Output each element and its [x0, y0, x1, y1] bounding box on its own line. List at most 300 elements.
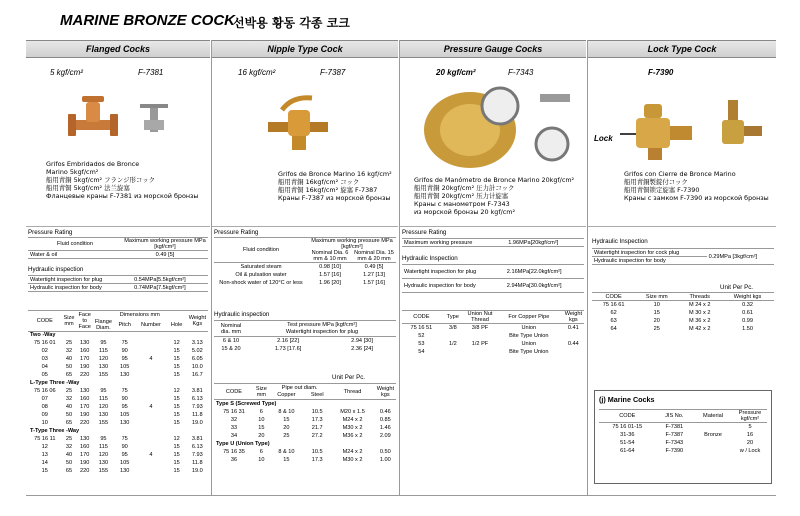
table-row-cell: 19.0 — [191, 420, 203, 426]
table-row-cell: 0.41 — [567, 324, 579, 331]
test-pressure-header: Test pressure MPa [kgf/cm²] — [287, 321, 357, 328]
table-row — [28, 395, 208, 403]
table-row-cell: 20 — [283, 424, 290, 431]
table-row-cell: 51-54 — [620, 439, 635, 446]
table-row-cell: 15 — [173, 452, 180, 458]
max-wp-header: Maximum working pressure MPa [kgf/cm²] — [311, 238, 393, 250]
table-row-cell: 170 — [79, 452, 90, 458]
table-row-cell: 90 — [121, 396, 128, 402]
water-oil-value: 0.49 [5] — [155, 251, 175, 258]
desc-line: 船用青铜 5kgf/cm² 法兰旋塞 — [46, 184, 130, 192]
table-row — [214, 263, 396, 271]
table-row-cell — [135, 443, 166, 451]
body-value: 0.74MPa[7.5kgf/cm²] — [134, 284, 186, 291]
table-row-cell: 75 16 01 — [33, 340, 56, 346]
th-material: Material — [703, 413, 723, 419]
table-row-cell: 95 — [121, 356, 128, 362]
table-row-cell: 12 — [173, 340, 180, 346]
desc-line: Краны с замком F-7390 из морской бронзы — [624, 194, 769, 202]
table-row-cell: 13 — [41, 452, 48, 458]
table-row — [28, 355, 208, 363]
th-copper: Copper — [277, 392, 296, 399]
table-row — [214, 271, 396, 279]
page-title-korean: 선박용 황동 각종 코크 — [233, 16, 350, 30]
nipple-description — [278, 170, 398, 202]
table-row-cell: 08 — [41, 404, 48, 410]
gauge-pressure: 20 kgf/cm² — [436, 68, 476, 77]
table-row-cell: 15 — [173, 444, 180, 450]
hydraulic-label: Hydraulic Inspection — [592, 238, 648, 245]
table-row — [599, 423, 767, 431]
table-row-cell: 6.13 — [191, 396, 203, 402]
table-row-cell — [465, 348, 495, 356]
table-row-cell: 155 — [98, 468, 109, 474]
table-row-cell: 20 — [258, 432, 265, 439]
table-row-cell: 3.13 — [191, 340, 203, 346]
desc-line: Grifos de Manómetro de Bronce Marino 20kgf/cm² — [414, 176, 575, 184]
th-code: CODE — [605, 293, 622, 300]
body-label: Hydraulic inspection for body — [404, 282, 476, 289]
max-wp-value: 1.96MPa[20kgf/cm²] — [508, 239, 559, 246]
table-row-cell: 50 — [65, 412, 73, 418]
table-row-cell — [441, 348, 465, 356]
th-code: CODE — [225, 388, 243, 395]
table-row-cell: 15 — [173, 460, 180, 466]
desc-line: 船用青铜 16kgf/cm² 旋塞 F-7387 — [278, 186, 378, 194]
table-row-cell: 25 — [65, 388, 73, 394]
table-row-cell: 05 — [41, 372, 48, 378]
table-row-cell — [135, 347, 166, 355]
table-row-cell: 190 — [79, 460, 90, 466]
table-row-cell: 2.36 [24] — [351, 345, 373, 352]
table-row-cell — [693, 423, 733, 431]
table-row-cell: M24 x 2 — [342, 448, 363, 455]
table-row-cell: 4 — [149, 356, 153, 362]
table-row-cell: 155 — [98, 372, 109, 378]
table-row-cell: 3.81 — [191, 388, 203, 394]
table-row-cell: 33 — [230, 424, 238, 431]
table-row — [402, 324, 584, 332]
flanged-hydraulic-table — [28, 275, 208, 292]
table-row — [28, 403, 208, 411]
table-row-cell: 53 — [418, 340, 425, 347]
table-row-cell: 62 — [610, 309, 617, 316]
table-row — [592, 317, 774, 325]
desc-line: 船用青铜 20kgf/cm² 压力计旋塞 — [414, 192, 509, 200]
table-row-cell: 190 — [79, 364, 90, 370]
table-row — [402, 348, 584, 356]
table-row-cell: 120 — [98, 452, 109, 458]
table-row-cell: Saturated steam — [240, 263, 282, 270]
table-row-cell — [135, 467, 166, 475]
table-row-cell: Bronze — [704, 431, 722, 438]
table-row-cell: 10 — [653, 301, 660, 308]
th-hole: Hole — [170, 321, 183, 328]
table-row-cell: 15 — [258, 424, 265, 431]
table-row-cell: 14 — [41, 460, 48, 466]
table-row-cell: M 24 x 2 — [688, 301, 711, 308]
table-row-cell: 50 — [65, 364, 73, 370]
table-row-cell: M20 x 1.5 — [340, 408, 365, 415]
desc-line: 船用青銅 5kgf/cm² フランジ形コック — [46, 176, 155, 184]
table-row-cell: 0.32 — [742, 301, 753, 308]
table-row-cell: 63 — [610, 317, 617, 324]
l-type-label: L-Type Three -Way — [30, 380, 80, 386]
table-row-cell — [135, 419, 166, 427]
table-row-cell: 12 — [173, 436, 180, 442]
table-row-cell: Bite Type Union — [509, 348, 549, 355]
table-row-cell: 17.3 — [311, 456, 323, 463]
table-row-cell: 21.7 — [311, 424, 323, 431]
table-row — [214, 448, 396, 456]
table-row-cell: 130 — [120, 372, 130, 378]
table-row-cell — [135, 435, 166, 443]
table-row-cell: 1/2 PF — [471, 340, 489, 347]
table-row-cell: 90 — [121, 444, 128, 450]
table-row — [28, 443, 208, 451]
table-row-cell: F-7387 — [665, 431, 684, 438]
table-row — [214, 456, 396, 464]
table-row-cell: 75 16 31 — [223, 408, 245, 415]
table-row-cell: 130 — [120, 420, 130, 426]
th-copper-pipe: For Copper Pipe — [508, 314, 550, 320]
table-row-cell: 20 — [653, 317, 660, 324]
table-row-cell — [465, 332, 495, 340]
fluid-condition-header: Fluid condition — [242, 247, 280, 253]
table-row-cell: 10.0 — [191, 364, 203, 370]
page-header — [0, 0, 800, 38]
table-row-cell: 3/8 — [448, 324, 457, 331]
nipple-code: F-7387 — [320, 68, 346, 77]
table-row-cell: 15 — [283, 416, 290, 423]
gauge-size-table — [402, 310, 584, 356]
table-row-cell: 65 — [65, 468, 73, 474]
plug-value: 0.54MPa[5.5kgf/cm²] — [134, 276, 186, 283]
th-size: Size mm — [255, 385, 267, 398]
table-row-cell: 1/2 — [448, 340, 457, 347]
flanged-pressure: 5 kgf/cm² — [50, 68, 83, 77]
two-way-label: Two -Way — [30, 332, 56, 339]
table-row-cell: F-7343 — [665, 439, 684, 446]
table-row-cell: 40 — [65, 452, 73, 458]
table-row-cell: 8 & 10 — [278, 448, 295, 455]
table-row — [214, 337, 396, 345]
table-row-cell: 61-64 — [620, 447, 635, 454]
th-union-nut: Union Nut Thread — [467, 311, 493, 323]
flanged-code: F-7381 — [138, 68, 164, 77]
table-row-cell: 75 16 35 — [223, 448, 245, 455]
lock-callout: Lock — [594, 134, 613, 143]
table-row-cell: 1.57 [16] — [363, 279, 385, 286]
table-row-cell: 54 — [418, 348, 425, 355]
marine-cocks-box — [594, 390, 772, 484]
table-row-cell: 4 — [149, 404, 153, 410]
marine-cocks-title: (j) Marine Cocks — [599, 395, 655, 404]
table-row-cell: 95 — [100, 388, 107, 394]
table-row-cell: 1.73 [17.6] — [274, 345, 302, 352]
table-row-cell: 15 — [173, 404, 180, 410]
table-row-cell: 15 — [173, 348, 180, 354]
table-row-cell: 16.7 — [191, 372, 203, 378]
table-row-cell: 11.8 — [192, 460, 203, 466]
table-row-cell: 32 — [230, 416, 238, 423]
table-row-cell: 120 — [98, 356, 109, 362]
gauge-pressure-table — [402, 238, 584, 247]
table-row — [28, 339, 208, 347]
table-row-cell: 220 — [79, 372, 90, 378]
table-row-cell: 1.50 — [742, 325, 753, 332]
table-row-cell: 75 16 01-15 — [612, 423, 643, 430]
table-row — [214, 345, 396, 353]
table-row — [28, 435, 208, 443]
table-row-cell: 20 — [746, 439, 754, 446]
table-row — [214, 408, 396, 416]
desc-line: 船用青銅製錠付コック — [624, 178, 688, 186]
nominal-dia-header: Nominal dia. mm — [220, 322, 242, 335]
plug-label: Watertight inspection for cock plug — [594, 249, 680, 256]
table-row-cell: 10.5 — [311, 448, 323, 455]
desc-line: Marino 5kgf/cm² — [46, 168, 99, 176]
flanged-description — [46, 160, 210, 200]
table-row-cell: 09 — [41, 412, 48, 418]
type-u-label: Type U (Union Type) — [216, 440, 270, 447]
table-row-cell: 0.85 — [379, 416, 391, 423]
table-row-cell: 75 16 06 — [33, 388, 56, 394]
th-weight: Weight kgs — [564, 311, 582, 323]
nipple-cock-photo — [252, 90, 362, 160]
table-row-cell: M24 x 2 — [342, 416, 363, 423]
max-wp-header: Maximum working pressure MPa [kgf/cm²] — [124, 238, 206, 250]
table-row-cell: 10.5 — [311, 408, 323, 415]
table-row-cell: 5.02 — [191, 348, 203, 354]
unit-label: Unit Per Pc. — [720, 284, 754, 291]
flanged-cocks-column — [26, 40, 210, 496]
plug-label: Watertight inspection for plug — [30, 276, 103, 283]
table-row-cell — [135, 371, 166, 379]
table-row-cell — [693, 439, 733, 447]
table-row-cell: 105 — [120, 460, 130, 466]
th-code: CODE — [36, 317, 53, 324]
table-row-cell: M 42 x 2 — [688, 325, 711, 332]
desc-line: Grifos con Cierre de Bronce Marino — [624, 170, 736, 178]
table-row-cell: Union — [521, 324, 537, 331]
th-code: CODE — [413, 314, 430, 320]
table-row-cell: 15 — [173, 420, 180, 426]
table-row-cell: 12 — [41, 444, 48, 450]
table-row-cell: Union — [521, 340, 537, 347]
table-row-cell: 155 — [98, 420, 109, 426]
table-row-cell: 15 — [173, 364, 180, 370]
table-row-cell: 130 — [120, 468, 130, 474]
table-row-cell: 64 — [610, 325, 617, 332]
table-row-cell: 220 — [79, 468, 90, 474]
flanged-dimensions-table — [28, 310, 208, 475]
table-row-cell: 6.05 — [191, 356, 203, 362]
table-row — [214, 432, 396, 440]
table-row — [214, 424, 396, 432]
table-row-cell: 52 — [418, 332, 425, 339]
table-row-cell: 6 — [259, 448, 263, 455]
th-code: CODE — [619, 413, 636, 419]
table-row-cell: 130 — [98, 460, 109, 466]
body-value: 2.94MPa[30.0kgf/cm²] — [506, 282, 562, 289]
table-row-cell: 75 — [121, 388, 128, 394]
lock-description — [624, 170, 774, 202]
table-row-cell: 17.3 — [311, 416, 323, 423]
table-row-cell: 220 — [79, 420, 90, 426]
flanged-cock-photo — [46, 90, 196, 150]
th-pipe: Pipe out diam. — [281, 384, 318, 391]
table-row — [599, 439, 767, 447]
nipple-test-table — [214, 320, 396, 353]
unit-label: Unit Per Pc. — [332, 374, 366, 381]
section-rule — [400, 226, 586, 227]
table-row-cell: M 36 x 2 — [688, 317, 711, 324]
table-row-cell — [135, 411, 166, 419]
table-row-cell: 12 — [173, 388, 180, 394]
th-dimensions: Dimensions mm — [119, 311, 160, 318]
table-row — [592, 325, 774, 333]
desc-line: Grifos de Bronce Marino 16 kgf/cm² — [278, 170, 392, 178]
table-row-cell: 50 — [65, 460, 73, 466]
table-row — [214, 416, 396, 424]
table-row — [599, 447, 767, 455]
table-row-cell: 25 — [653, 325, 660, 332]
table-row-cell: 75 — [121, 340, 128, 346]
table-row-cell: 0.99 — [742, 317, 753, 324]
table-row-cell — [441, 332, 465, 340]
section-rule — [588, 226, 776, 227]
table-row-cell: 90 — [121, 348, 128, 354]
table-row-cell: 130 — [98, 412, 109, 418]
t-type-label: T-Type Three -Way — [30, 428, 80, 434]
th-threads: Threads — [689, 293, 710, 300]
table-row-cell: M30 x 2 — [342, 456, 363, 463]
gauge-description — [414, 176, 586, 216]
table-row — [214, 279, 396, 287]
table-row-cell: 105 — [120, 412, 130, 418]
table-row-cell: 7.93 — [191, 404, 203, 410]
table-row-cell: 40 — [65, 404, 73, 410]
lock-cock-photo — [618, 90, 774, 166]
gauge-title: Pressure Gauge Cocks — [400, 40, 586, 58]
table-row-cell: 6.13 — [191, 444, 203, 450]
table-row-cell: 0.98 [10] — [319, 263, 341, 270]
table-row-cell: 95 — [121, 452, 128, 458]
table-row-cell: 0.49 [5] — [364, 263, 384, 270]
table-row-cell: 0.50 — [379, 448, 391, 455]
th-face: Face to Face — [78, 311, 91, 330]
hydraulic-label: Hydraulic Inspection — [402, 255, 458, 262]
table-row-cell: 65 — [65, 420, 73, 426]
table-row — [592, 309, 774, 317]
table-row-cell: 32 — [65, 444, 73, 450]
table-row-cell: 160 — [79, 396, 90, 402]
pressure-rating-label: Pressure Rating — [402, 229, 447, 236]
body-label: Hydraulic inspection for body — [594, 257, 666, 264]
table-row-cell: 2.94 [30] — [351, 337, 373, 344]
nominal1-header: Nominal Dia. 6 mm & 10 mm — [311, 250, 349, 262]
table-row — [599, 431, 767, 439]
table-row-cell: 130 — [79, 388, 90, 394]
table-row-cell: 2.09 — [379, 432, 391, 439]
table-row-cell: 75 — [121, 436, 128, 442]
plug-value: 2.16MPa[22.0kgf/cm²] — [506, 268, 562, 275]
table-row-cell: 160 — [79, 444, 90, 450]
table-row-cell: 120 — [98, 404, 109, 410]
table-row-cell: 1.57 [16] — [319, 271, 341, 278]
gauge-cocks-column — [400, 40, 586, 496]
table-row-cell — [135, 363, 166, 371]
table-row-cell — [135, 387, 166, 395]
table-row-cell — [135, 395, 166, 403]
hydraulic-label: Hydraulic inspection — [28, 266, 84, 273]
table-row-cell: 07 — [41, 396, 48, 402]
table-row-cell: 16 — [746, 431, 754, 438]
th-number: Number — [140, 321, 161, 328]
table-row-cell: 5 — [748, 423, 752, 430]
table-row-cell: 32 — [65, 396, 73, 402]
plug-label: Watertight inspection for plug — [404, 268, 477, 275]
fluid-condition-header: Fluid condition — [56, 241, 94, 247]
table-row-cell: 160 — [79, 348, 90, 354]
desc-line: Grifos Embridados de Bronce — [46, 160, 140, 168]
table-row-cell: 15 — [653, 309, 660, 316]
max-wp-label: Maximum working pressure — [404, 239, 473, 246]
th-size: Size mm — [63, 314, 75, 327]
table-row-cell: 25 — [65, 436, 73, 442]
flanged-pressure-table — [28, 237, 208, 259]
table-row-cell: 15 — [173, 468, 180, 474]
gauge-code: F-7343 — [508, 68, 534, 77]
table-row-cell: 15 — [173, 356, 180, 362]
table-row-cell: 115 — [98, 348, 108, 354]
pressure-rating-label: Pressure Rating — [28, 229, 73, 236]
table-row-cell: 190 — [79, 412, 90, 418]
table-row-cell: 75 16 11 — [34, 436, 56, 442]
table-row-cell: 25 — [65, 340, 73, 346]
lock-hydraulic-table — [592, 248, 774, 265]
inspection-value: 0.29MPa [3kgf/cm²] — [708, 253, 758, 260]
th-weight: Weight kgs — [376, 385, 394, 398]
lock-code: F-7390 — [648, 68, 674, 77]
th-pitch: Pitch — [118, 321, 131, 328]
table-row — [28, 419, 208, 427]
table-row-cell: 40 — [65, 356, 73, 362]
desc-line: 船用青銅 16kgf/cm² コック — [278, 178, 360, 186]
table-row-cell: 34 — [230, 432, 238, 439]
table-row-cell: M36 x 2 — [342, 432, 363, 439]
th-pressure: Pressure kgf/cm² — [738, 410, 762, 422]
marine-cocks-table — [599, 409, 767, 455]
table-row-cell: 75 16 51 — [410, 324, 433, 331]
table-row-cell — [135, 459, 166, 467]
table-row — [402, 340, 584, 348]
table-row — [28, 411, 208, 419]
table-row-cell: 3/8 PF — [471, 324, 489, 331]
table-row-cell: 130 — [79, 340, 90, 346]
table-row-cell: 10 — [258, 456, 265, 463]
table-row-cell: 19.0 — [191, 468, 203, 474]
gauge-hydraulic-table — [402, 264, 584, 293]
th-steel: Steel — [310, 392, 324, 399]
table-row-cell — [693, 447, 733, 455]
lock-cock-column — [588, 40, 776, 496]
nipple-pressure: 16 kgf/cm² — [238, 68, 276, 77]
table-row-cell: M30 x 2 — [342, 424, 363, 431]
body-label: Hydraulic inspection for body — [30, 284, 102, 291]
wt-plug-header: Watertight inspection for plug — [285, 329, 359, 336]
